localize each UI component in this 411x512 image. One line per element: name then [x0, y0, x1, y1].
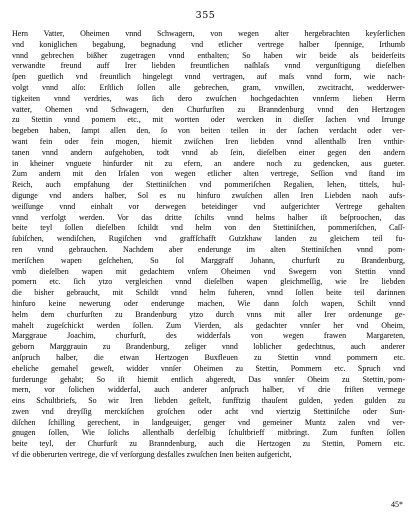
text-line: mahelt zugeſchickt werden ſollen. Zum Vierden, als gedachter vnnſer her vnd Oheim,	[12, 320, 405, 330]
text-line: weiſſunge vnnd einhalt vor derwegen beteidinger vnd aufgerichter Vertrege gehalten	[12, 201, 405, 211]
text-line: eheliche gemahel geweſt, widder vnnſer Oheimen zu Stettin, Pommern etc. Spruch vnd	[12, 363, 405, 373]
text-line: beite teyl, der Churfurſt zu Branndenburg, auch die Hertzogen zu Stettin, Pomern etc.	[12, 439, 405, 449]
text-line: vatter, Ohemen vnd Schwagern, den Churfurſten zu Branndenburg vnnd den Hertzogen	[12, 104, 405, 114]
text-line: vnnd gebrechen bißher zugetragen vnnd enthalten; So haben wir beide als beiderſeits	[12, 50, 405, 60]
text-line: helm dem churfurſten zu Brandenburg ytzo durch vnns mit aller Irer ordenunge ge-	[12, 309, 405, 319]
text-line: anſpruch halber, die etwan Hertzogen Buxfleuen zu Stettin vnnd pommern etc.	[12, 352, 405, 362]
text-line: Marggraue Joachim, churfurſt, des widderfals von wegen frawen Margareten,	[12, 331, 405, 341]
text-line: digunge vnd anders halber, Sol es nu hinfuro zwuſchen allen Iren Liebden naoh aufs-	[12, 190, 405, 200]
text-line: in kheiner vnguete hinfurder nit zu efern, an andere noch zu gedencken, aus gueter.	[12, 158, 405, 168]
text-line: beite teyl ſollen dieſelben ſchildt vnd helm von den Stettiniſchen, pommeriſchen, Caſſ-	[12, 223, 405, 233]
text-line: vmb dieſelben wapen mit gedachtem vnſern Oheimen vnd Swegern von Stettin vnnd	[12, 266, 405, 276]
text-line: ſpen guetlich vnd freuntlich hingelegt vnnd vertragen, auf maſs vnnd form, wie nach-	[12, 72, 405, 82]
text-line: geborn Marggrauin zu Brandenburg, zeliger vnnd loblicher gedechtnus, auch anderer	[12, 342, 405, 352]
text-line: vnd koniglichen begabung, begnadung vnd etlicher vertrege halber ſpennige, Irthumb	[12, 39, 405, 49]
text-line: eins Schultbriefs, So wir Iren liebden geſtelt, funfftzig thauſent gulden, yeden gulden zu	[12, 396, 405, 406]
text-line: zu Stettin vnnd pomern etc., mit wortten oder wercken in dieſſer ſachen vnd Irrunge	[12, 115, 405, 125]
text-line: Zum andern mit den Irſalen von wegen etlicher alten vertrege, Seſſion vnd ſtand im	[12, 169, 405, 179]
text-line: diſchen ſchilling gerechent, in landgeuiger, genger vnd gemeiner Muntz zalen vnd ver-	[12, 417, 405, 427]
text-line: tanen vnnd andern aufgehoben, todt vnnd ab ſein, dieſelben einer gegen den andern	[12, 147, 405, 157]
text-line: begeben haben, ſampt allen den, ſo von beiten teilen in der ſachen verdacht oder ver-	[12, 126, 405, 136]
text-line: ren vnnd gebrauchen. Nachdem aber enderunge im alten Stettiniſchen vnnd pom-	[12, 244, 405, 254]
text-line: meriſchen wapen geſchehen, So ſol Marggraff Johann, churfurſt zu Brandenburg,	[12, 255, 405, 265]
text-line: ſubiſchen, wendiſchen, Rugiſchen vnd graffſchafft Gutzkhaw landen zu gleichem teil fu-	[12, 234, 405, 244]
text-line: volgt vnnd alſo: Erſtlich ſollen alle gebrechen, gram, vnwillen, zwcitracht, wedderwer-	[12, 82, 405, 92]
text-line: verwandte freund auff Irer liebden freuntlichen naſhlaſs vnnd vergunſtigung dieſelben	[12, 61, 405, 71]
body-text	[12, 29, 405, 461]
printer-signature: 45*	[391, 500, 403, 509]
text-line: Reich, auch empfahung der Stettiniſchen vnd pommeriſchen Regalien, lehen, tittels, hul-	[12, 180, 405, 190]
text-line: tigkeiten vnnd verdries, was ſich dero zwuſchen hochgedachten vnnſerm lieben Herrn	[12, 93, 405, 103]
text-line: vf die obberurten vertrege, die vf verſorgung desfalles zwuſchen Inen beiten aufgericht,	[12, 450, 292, 460]
text-line: Hern Vatter, Oheimen vnnd Schwagern, von wegen alter hergebrachten keyſerlichen	[12, 29, 405, 38]
text-line: pomern etc. ſich ytzo vergleichen vnnd dieſelben wapen gleichmeſſig, wie Ire liebden	[12, 277, 405, 287]
text-line: furderunge gehabt; So iſt hiemit entlich abgeredt, Das vnnſer Oheim zu Stettin,·pom-	[12, 374, 405, 384]
text-line: vnnd verfolgt werden. Vor das dritte ſchilts vnnd helms halber iſt beſproochen, das	[12, 212, 405, 222]
text-line: want fein oder fein mogen, hiemit zwiſchen Iren liebden vnnd allenthalb Iren vnthir-	[12, 136, 405, 146]
page-number: 355	[195, 10, 216, 21]
text-line: gnugen ſollen, Wie ſolichs allenthalb derſelbig ſchultbrieff mitbringt. Zum funften ſollen	[12, 428, 405, 438]
text-line: mern, vor ſolichen widderfal, auch anderer anſpruch halber, vf drie friſten vermege	[12, 385, 405, 395]
text-line: die bisher gebraucht, mit Schildt vnnd helm fuheren, vnnd ſollen beite teil darinnen	[12, 288, 405, 298]
text-line: zwen vnd dreyſſig merckiſchen groſchen oder acht vnd viertzig Stettiniſche oder Sun-	[12, 406, 405, 416]
text-line: hinfuro keine newerung oder enderunge machen, Wie dann ſolch wapen, Schilt vnnd	[12, 298, 405, 308]
